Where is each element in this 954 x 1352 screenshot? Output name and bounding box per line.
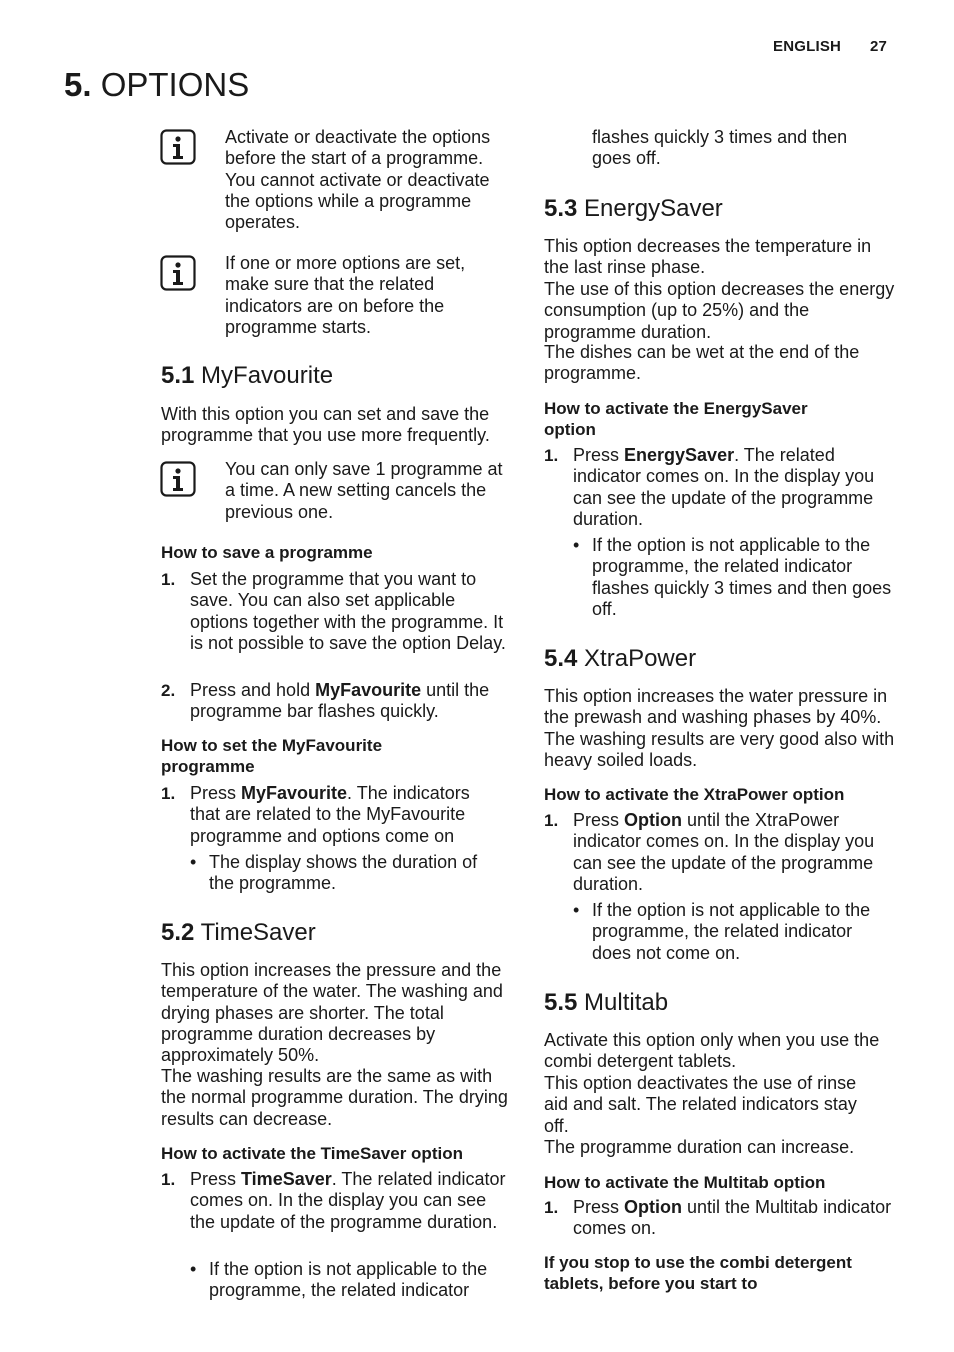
section-title: Multitab (584, 989, 669, 1016)
step-number: 1. (161, 570, 176, 589)
step-text-part: until the XtraPower indicator comes on. In the display you can see the update of the programme duration. (573, 810, 875, 894)
chapter-title-text: OPTIONS (100, 66, 250, 103)
paragraph: With this option you can set and save the programme that you use more frequently. (161, 404, 490, 446)
step-text-part: Press (573, 445, 625, 465)
step-text (190, 783, 502, 847)
step-number: 1. (544, 446, 559, 465)
section-number: 5.5 (544, 989, 578, 1016)
step-text-part: . The related indicator comes on. In the display you can see the update of the programme duration. (190, 1169, 506, 1232)
subheading: How to save a programme (161, 543, 373, 562)
info-icon (160, 255, 196, 291)
section-heading-5-3 (544, 195, 723, 223)
info-note-3: You can only save 1 programme at a time. A new setting cancels the previous one. (225, 459, 503, 522)
section-heading-5-1 (161, 362, 333, 390)
step-number: 1. (161, 1170, 176, 1189)
subheading: If you stop to use the combi detergent tablets, before you start to (544, 1253, 852, 1294)
bullet-icon: • (190, 1259, 197, 1279)
bullet-text: The display shows the duration of the programme. (209, 852, 478, 894)
subheading: How to activate the EnergySaver option (544, 399, 808, 440)
step-text-part: until the Multitab indicator comes on. (573, 1197, 892, 1239)
section-heading-5-5 (544, 989, 668, 1017)
info-icon (160, 461, 196, 497)
step-text-bold: MyFavourite (241, 783, 348, 803)
paragraph: Activate this option only when you use the combi detergent tablets. (544, 1030, 880, 1072)
step-text-bold: Option (624, 810, 682, 830)
header-language: ENGLISH (773, 38, 842, 55)
section-title: MyFavourite (201, 362, 334, 389)
bullet-text-continued: flashes quickly 3 times and then goes off. (592, 127, 848, 169)
section-title: XtraPower (584, 645, 697, 672)
step-text-bold: EnergySaver (624, 445, 735, 465)
bullet-text: If the option is not applicable to the programme, the related indicator does not come on. (592, 900, 871, 963)
step-text (573, 1197, 895, 1240)
step-text-part: Press and hold (190, 680, 316, 700)
step-text-part: . The indicators that are related to the MyFavourite programme and options come on (190, 783, 470, 846)
paragraph: The washing results are the same as with the normal programme duration. The drying results can decrease. (161, 1066, 508, 1129)
section-title: EnergySaver (584, 195, 723, 222)
info-icon (160, 129, 196, 165)
step-text-part: Press (190, 1169, 242, 1189)
paragraph: The dishes can be wet at the end of the programme. (544, 342, 860, 384)
step-text-bold: MyFavourite (315, 680, 422, 700)
step-text-part: Press (573, 810, 625, 830)
chapter-number: 5. (64, 66, 92, 103)
bullet-icon: • (573, 900, 580, 920)
step-text-part: Press (190, 783, 242, 803)
info-note-2: If one or more options are set, make sure that the related indicators are on before the programme starts. (225, 253, 466, 337)
paragraph: This option decreases the temperature in the last rinse phase. (544, 236, 872, 278)
bullet-icon: • (190, 852, 197, 872)
section-number: 5.4 (544, 645, 578, 672)
section-number: 5.3 (544, 195, 578, 222)
section-heading-5-4 (544, 645, 696, 673)
step-text (573, 445, 899, 530)
step-text-part: until the programme bar flashes quickly. (190, 680, 490, 722)
header-page-number: 27 (870, 38, 888, 55)
step-text-bold: TimeSaver (241, 1169, 332, 1189)
step-text (190, 680, 510, 723)
step-text (573, 810, 899, 895)
step-number: 2. (161, 681, 176, 700)
section-heading-5-2 (161, 919, 316, 947)
paragraph: This option deactivates the use of rinse aid and salt. The related indicators stay off. (544, 1073, 857, 1136)
section-number: 5.2 (161, 919, 195, 946)
step-text (190, 1169, 508, 1233)
section-title: TimeSaver (200, 919, 316, 946)
step-number: 1. (161, 784, 176, 803)
paragraph: The programme duration can increase. (544, 1137, 855, 1157)
step-text-part: Press (573, 1197, 625, 1217)
subheading: How to activate the Multitab option (544, 1173, 826, 1192)
section-number: 5.1 (161, 362, 195, 389)
subheading: How to activate the XtraPower option (544, 785, 845, 804)
step-text-bold: Option (624, 1197, 682, 1217)
paragraph: This option increases the pressure and the temperature of the water. The washing and drying phases are shorter. The total programme duration decreases by approximately 50%. (161, 960, 503, 1066)
paragraph: The use of this option decreases the energy consumption (up to 25%) and the programme duration. (544, 279, 895, 342)
step-number: 1. (544, 1198, 559, 1217)
chapter-title (64, 66, 249, 104)
subheading: How to activate the TimeSaver option (161, 1144, 463, 1163)
step-text-part: . The related indicator comes on. In the display you can see the update of the programme duration. (573, 445, 875, 529)
step-text: Set the programme that you want to save. You can also set applicable options together with the programme. It is not possible to save the option Delay. (190, 569, 506, 653)
bullet-icon: • (573, 535, 580, 555)
info-note-1: Activate or deactivate the options before the start of a programme. You cannot activate or deactivate the options while a programme operates. (225, 127, 491, 233)
bullet-text: If the option is not applicable to the programme, the related indicator flashes quickly 3 times and then goes off. (592, 535, 892, 619)
bullet-text: If the option is not applicable to the programme, the related indicator (209, 1259, 488, 1301)
subheading: How to set the MyFavourite programme (161, 736, 383, 777)
paragraph: This option increases the water pressure in the prewash and washing phases by 40%. The washing results are very good also with heavy soiled loads. (544, 686, 895, 770)
step-number: 1. (544, 811, 559, 830)
